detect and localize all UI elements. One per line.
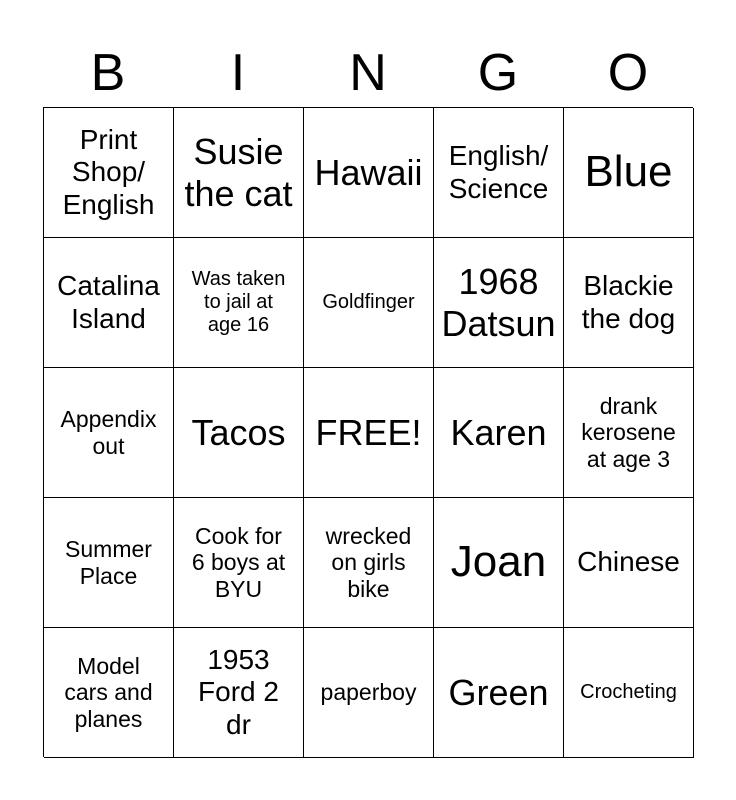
bingo-cell-r4-c4[interactable]: Joan <box>434 498 564 628</box>
bingo-cell-r3-c3[interactable]: FREE! <box>304 368 434 498</box>
header-letter-i: I <box>230 44 246 102</box>
bingo-header <box>43 40 693 106</box>
bingo-cell-r1-c5[interactable]: Blue <box>564 108 694 238</box>
bingo-cell-r4-c5[interactable]: Chinese <box>564 498 694 628</box>
bingo-cell-r5-c1[interactable]: Model cars and planes <box>44 628 174 758</box>
bingo-cell-r5-c5[interactable]: Crocheting <box>564 628 694 758</box>
bingo-cell-r5-c4[interactable]: Green <box>434 628 564 758</box>
bingo-board <box>43 107 693 757</box>
bingo-cell-r2-c3[interactable]: Goldfinger <box>304 238 434 368</box>
header-letter-b: B <box>90 44 126 102</box>
header-letter-g: G <box>477 44 519 102</box>
bingo-cell-r5-c2[interactable]: 1953 Ford 2 dr <box>174 628 304 758</box>
bingo-cell-r4-c3[interactable]: wrecked on girls bike <box>304 498 434 628</box>
bingo-cell-r1-c2[interactable]: Susie the cat <box>174 108 304 238</box>
bingo-cell-r3-c2[interactable]: Tacos <box>174 368 304 498</box>
bingo-cell-r2-c5[interactable]: Blackie the dog <box>564 238 694 368</box>
bingo-cell-r1-c3[interactable]: Hawaii <box>304 108 434 238</box>
bingo-cell-r3-c5[interactable]: drank kerosene at age 3 <box>564 368 694 498</box>
bingo-cell-r3-c4[interactable]: Karen <box>434 368 564 498</box>
header-letter-o: O <box>607 44 649 102</box>
bingo-cell-r1-c1[interactable]: Print Shop/ English <box>44 108 174 238</box>
bingo-cell-r1-c4[interactable]: English/ Science <box>434 108 564 238</box>
bingo-cell-r4-c1[interactable]: Summer Place <box>44 498 174 628</box>
bingo-cell-r2-c2[interactable]: Was taken to jail at age 16 <box>174 238 304 368</box>
header-letter-n: N <box>349 44 387 102</box>
bingo-cell-r2-c1[interactable]: Catalina Island <box>44 238 174 368</box>
bingo-cell-r3-c1[interactable]: Appendix out <box>44 368 174 498</box>
bingo-cell-r4-c2[interactable]: Cook for 6 boys at BYU <box>174 498 304 628</box>
bingo-cell-r2-c4[interactable]: 1968 Datsun <box>434 238 564 368</box>
bingo-cell-r5-c3[interactable]: paperboy <box>304 628 434 758</box>
